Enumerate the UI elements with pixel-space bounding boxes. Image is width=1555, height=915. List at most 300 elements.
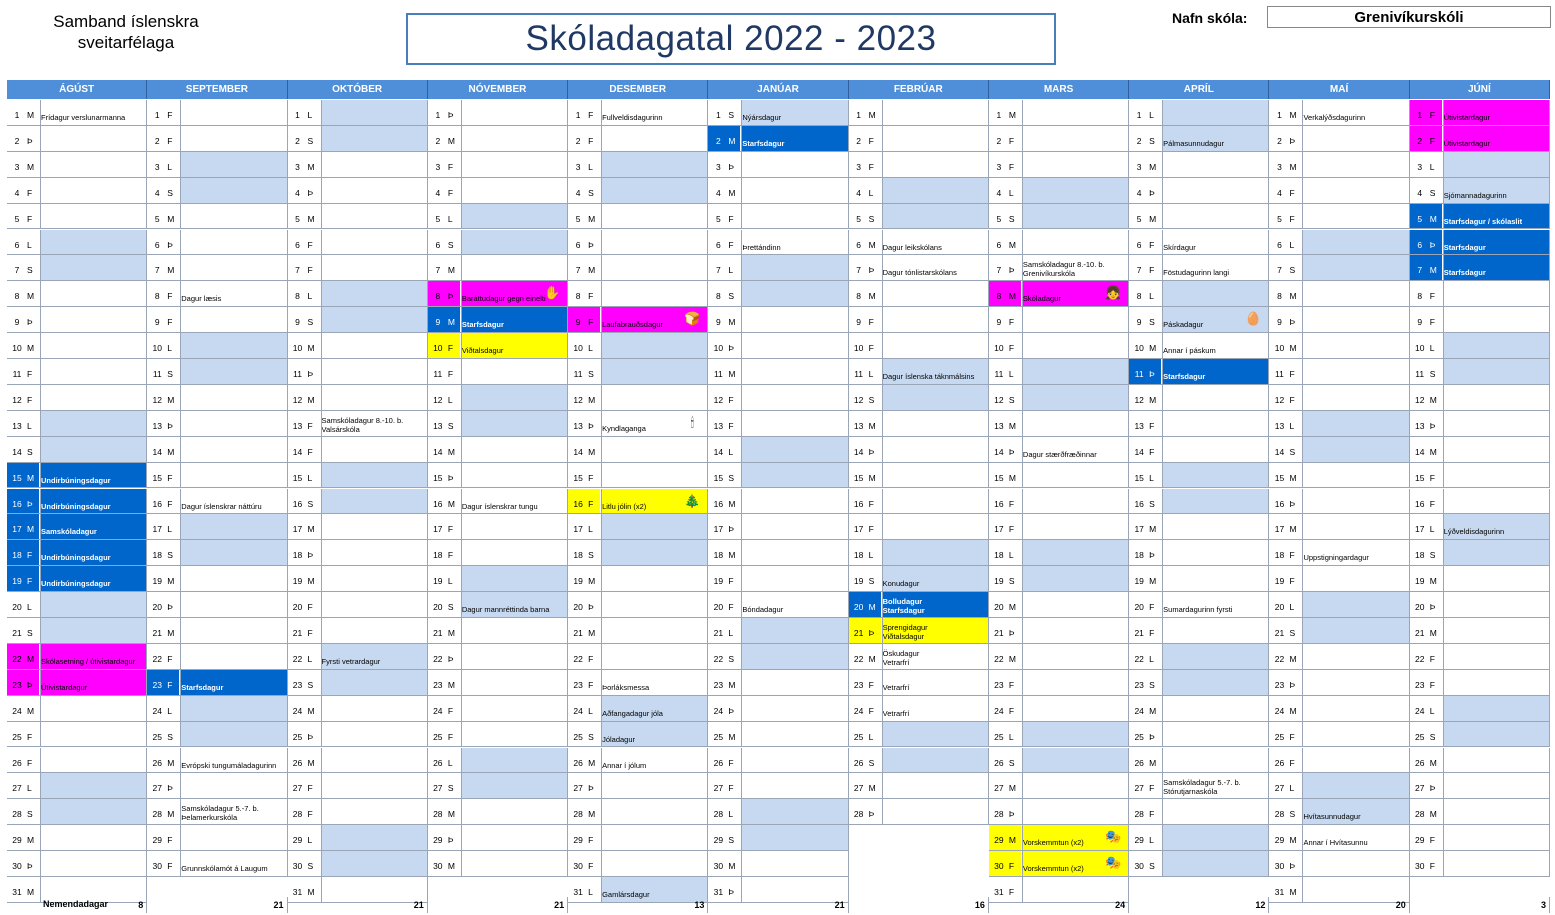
day-row[interactable] <box>1129 178 1269 204</box>
day-row[interactable] <box>1129 540 1269 566</box>
day-row[interactable] <box>708 385 848 411</box>
day-row[interactable] <box>708 514 848 540</box>
day-row[interactable] <box>989 514 1129 540</box>
day-row[interactable] <box>428 437 568 463</box>
day-row[interactable] <box>1410 748 1550 774</box>
day-row[interactable] <box>288 204 428 230</box>
day-row[interactable] <box>147 359 287 385</box>
day-row[interactable] <box>1269 307 1409 333</box>
day-row[interactable] <box>1129 722 1269 748</box>
day-row[interactable] <box>1129 799 1269 825</box>
day-row[interactable] <box>7 307 147 333</box>
day-row[interactable] <box>849 540 989 566</box>
day-row[interactable] <box>568 255 708 281</box>
day-row[interactable] <box>1269 411 1409 437</box>
day-row[interactable] <box>849 696 989 722</box>
day-row[interactable] <box>1269 178 1409 204</box>
day-row[interactable] <box>288 851 428 877</box>
day-row[interactable] <box>1129 851 1269 877</box>
day-row[interactable] <box>568 825 708 851</box>
day-row[interactable] <box>989 411 1129 437</box>
day-row[interactable] <box>428 100 568 126</box>
day-row[interactable] <box>989 307 1129 333</box>
day-row[interactable] <box>849 281 989 307</box>
day-row[interactable] <box>147 489 287 515</box>
day-row[interactable] <box>288 126 428 152</box>
day-row[interactable] <box>568 696 708 722</box>
day-row[interactable] <box>708 489 848 515</box>
day-row[interactable] <box>7 333 147 359</box>
day-row[interactable] <box>1269 204 1409 230</box>
day-row[interactable] <box>1410 204 1550 230</box>
day-row[interactable] <box>288 722 428 748</box>
day-row[interactable] <box>568 566 708 592</box>
day-row[interactable] <box>288 152 428 178</box>
day-row[interactable] <box>288 644 428 670</box>
day-row[interactable] <box>989 204 1129 230</box>
day-row[interactable] <box>147 748 287 774</box>
day-row[interactable] <box>7 748 147 774</box>
day-row[interactable] <box>1410 230 1550 256</box>
day-row[interactable] <box>989 255 1129 281</box>
day-row[interactable] <box>849 489 989 515</box>
day-row[interactable] <box>7 773 147 799</box>
day-row[interactable] <box>428 359 568 385</box>
day-row[interactable] <box>1269 566 1409 592</box>
day-row[interactable] <box>568 437 708 463</box>
day-row[interactable] <box>7 540 147 566</box>
day-row[interactable] <box>989 540 1129 566</box>
day-row[interactable] <box>1410 385 1550 411</box>
day-row[interactable] <box>428 489 568 515</box>
day-row[interactable] <box>568 799 708 825</box>
day-row[interactable] <box>1410 489 1550 515</box>
day-row[interactable] <box>989 359 1129 385</box>
day-row[interactable] <box>288 748 428 774</box>
day-row[interactable] <box>1269 333 1409 359</box>
day-row[interactable] <box>568 333 708 359</box>
day-row[interactable] <box>849 748 989 774</box>
day-row[interactable] <box>1410 618 1550 644</box>
day-row[interactable] <box>989 799 1129 825</box>
day-row[interactable] <box>7 255 147 281</box>
day-row[interactable] <box>989 463 1129 489</box>
day-row[interactable] <box>1410 825 1550 851</box>
day-row[interactable] <box>1269 696 1409 722</box>
day-row[interactable] <box>568 592 708 618</box>
day-row[interactable] <box>1129 333 1269 359</box>
day-row[interactable] <box>1410 799 1550 825</box>
day-row[interactable] <box>147 463 287 489</box>
day-row[interactable] <box>1129 618 1269 644</box>
day-row[interactable] <box>147 696 287 722</box>
day-row[interactable] <box>1129 152 1269 178</box>
day-row[interactable] <box>1129 514 1269 540</box>
day-row[interactable] <box>989 126 1129 152</box>
day-row[interactable] <box>7 592 147 618</box>
day-row[interactable] <box>1410 696 1550 722</box>
day-row[interactable] <box>1129 255 1269 281</box>
day-row[interactable] <box>1269 126 1409 152</box>
day-row[interactable] <box>147 799 287 825</box>
day-row[interactable] <box>989 566 1129 592</box>
day-row[interactable] <box>1410 773 1550 799</box>
day-row[interactable] <box>1129 437 1269 463</box>
day-row[interactable] <box>1410 722 1550 748</box>
day-row[interactable] <box>1269 359 1409 385</box>
day-row[interactable] <box>1269 281 1409 307</box>
day-row[interactable] <box>428 126 568 152</box>
day-row[interactable] <box>849 411 989 437</box>
day-row[interactable] <box>288 592 428 618</box>
day-row[interactable] <box>708 307 848 333</box>
day-row[interactable] <box>428 307 568 333</box>
day-row[interactable] <box>428 618 568 644</box>
day-row[interactable] <box>288 463 428 489</box>
day-row[interactable] <box>708 333 848 359</box>
day-row[interactable] <box>288 385 428 411</box>
day-row[interactable] <box>568 100 708 126</box>
day-row[interactable] <box>1269 463 1409 489</box>
day-row[interactable] <box>428 773 568 799</box>
day-row[interactable] <box>1410 514 1550 540</box>
day-row[interactable] <box>1269 825 1409 851</box>
day-row[interactable] <box>288 307 428 333</box>
day-row[interactable] <box>1410 644 1550 670</box>
day-row[interactable] <box>1410 178 1550 204</box>
day-row[interactable] <box>428 255 568 281</box>
day-row[interactable] <box>1410 333 1550 359</box>
day-row[interactable] <box>568 307 708 333</box>
day-row[interactable] <box>849 592 989 618</box>
day-row[interactable] <box>428 722 568 748</box>
day-row[interactable] <box>7 618 147 644</box>
day-row[interactable] <box>708 204 848 230</box>
day-row[interactable] <box>1410 411 1550 437</box>
day-row[interactable] <box>849 255 989 281</box>
day-row[interactable] <box>849 333 989 359</box>
day-row[interactable] <box>1410 592 1550 618</box>
day-row[interactable] <box>7 489 147 515</box>
day-row[interactable] <box>708 126 848 152</box>
day-row[interactable] <box>849 152 989 178</box>
day-row[interactable] <box>288 230 428 256</box>
day-row[interactable] <box>708 851 848 877</box>
day-row[interactable] <box>989 696 1129 722</box>
day-row[interactable] <box>568 618 708 644</box>
day-row[interactable] <box>849 359 989 385</box>
day-row[interactable] <box>428 670 568 696</box>
day-row[interactable] <box>147 618 287 644</box>
day-row[interactable] <box>989 437 1129 463</box>
day-row[interactable] <box>989 670 1129 696</box>
day-row[interactable] <box>708 566 848 592</box>
day-row[interactable] <box>849 618 989 644</box>
day-row[interactable] <box>288 489 428 515</box>
day-row[interactable] <box>708 178 848 204</box>
day-row[interactable] <box>989 152 1129 178</box>
day-row[interactable] <box>568 152 708 178</box>
day-row[interactable] <box>989 385 1129 411</box>
day-row[interactable] <box>989 748 1129 774</box>
day-row[interactable] <box>1269 489 1409 515</box>
day-row[interactable] <box>1129 592 1269 618</box>
day-row[interactable] <box>147 644 287 670</box>
day-row[interactable] <box>147 722 287 748</box>
day-row[interactable] <box>1129 411 1269 437</box>
day-row[interactable] <box>147 437 287 463</box>
day-row[interactable] <box>989 722 1129 748</box>
day-row[interactable] <box>1129 204 1269 230</box>
day-row[interactable] <box>989 178 1129 204</box>
day-row[interactable] <box>7 204 147 230</box>
day-row[interactable] <box>1410 281 1550 307</box>
day-row[interactable] <box>708 255 848 281</box>
day-row[interactable] <box>568 359 708 385</box>
day-row[interactable] <box>147 592 287 618</box>
day-row[interactable] <box>1269 851 1409 877</box>
day-row[interactable] <box>568 722 708 748</box>
day-row[interactable] <box>849 126 989 152</box>
day-row[interactable] <box>1269 773 1409 799</box>
day-row[interactable] <box>7 566 147 592</box>
day-row[interactable] <box>1269 152 1409 178</box>
day-row[interactable] <box>989 489 1129 515</box>
day-row[interactable] <box>428 592 568 618</box>
day-row[interactable] <box>1269 100 1409 126</box>
day-row[interactable] <box>7 152 147 178</box>
day-row[interactable] <box>147 670 287 696</box>
day-row[interactable] <box>147 307 287 333</box>
day-row[interactable] <box>989 592 1129 618</box>
day-row[interactable] <box>849 670 989 696</box>
day-row[interactable] <box>989 100 1129 126</box>
day-row[interactable] <box>147 825 287 851</box>
day-row[interactable] <box>428 230 568 256</box>
day-row[interactable] <box>708 540 848 566</box>
day-row[interactable] <box>849 566 989 592</box>
day-row[interactable] <box>568 670 708 696</box>
day-row[interactable] <box>147 514 287 540</box>
day-row[interactable] <box>1269 540 1409 566</box>
day-row[interactable] <box>1129 748 1269 774</box>
day-row[interactable] <box>1129 359 1269 385</box>
day-row[interactable] <box>849 385 989 411</box>
day-row[interactable] <box>7 281 147 307</box>
day-row[interactable] <box>708 281 848 307</box>
day-row[interactable] <box>147 385 287 411</box>
day-row[interactable] <box>288 359 428 385</box>
day-row[interactable] <box>1269 644 1409 670</box>
day-row[interactable] <box>288 825 428 851</box>
day-row[interactable] <box>1269 514 1409 540</box>
day-row[interactable] <box>568 489 708 515</box>
day-row[interactable] <box>288 178 428 204</box>
day-row[interactable] <box>568 644 708 670</box>
day-row[interactable] <box>428 799 568 825</box>
day-row[interactable] <box>1129 385 1269 411</box>
day-row[interactable] <box>428 152 568 178</box>
day-row[interactable] <box>989 281 1129 307</box>
day-row[interactable] <box>7 799 147 825</box>
day-row[interactable] <box>7 851 147 877</box>
day-row[interactable] <box>7 463 147 489</box>
day-row[interactable] <box>428 566 568 592</box>
day-row[interactable] <box>1129 670 1269 696</box>
day-row[interactable] <box>7 644 147 670</box>
day-row[interactable] <box>147 152 287 178</box>
day-row[interactable] <box>708 359 848 385</box>
day-row[interactable] <box>1269 255 1409 281</box>
day-row[interactable] <box>708 230 848 256</box>
day-row[interactable] <box>708 696 848 722</box>
day-row[interactable] <box>147 773 287 799</box>
day-row[interactable] <box>7 670 147 696</box>
day-row[interactable] <box>1410 566 1550 592</box>
day-row[interactable] <box>288 696 428 722</box>
day-row[interactable] <box>989 333 1129 359</box>
day-row[interactable] <box>708 748 848 774</box>
day-row[interactable] <box>1410 851 1550 877</box>
day-row[interactable] <box>147 230 287 256</box>
day-row[interactable] <box>7 722 147 748</box>
day-row[interactable] <box>147 540 287 566</box>
day-row[interactable] <box>428 178 568 204</box>
day-row[interactable] <box>1410 437 1550 463</box>
day-row[interactable] <box>1269 799 1409 825</box>
day-row[interactable] <box>147 333 287 359</box>
day-row[interactable] <box>428 644 568 670</box>
day-row[interactable] <box>288 437 428 463</box>
day-row[interactable] <box>568 385 708 411</box>
day-row[interactable] <box>288 540 428 566</box>
day-row[interactable] <box>1129 644 1269 670</box>
day-row[interactable] <box>7 126 147 152</box>
day-row[interactable] <box>568 540 708 566</box>
day-row[interactable] <box>1129 281 1269 307</box>
day-row[interactable] <box>1410 359 1550 385</box>
day-row[interactable] <box>1129 230 1269 256</box>
day-row[interactable] <box>708 799 848 825</box>
day-row[interactable] <box>849 463 989 489</box>
day-row[interactable] <box>989 230 1129 256</box>
school-name-field[interactable]: Grenivíkurskóli <box>1267 6 1551 28</box>
day-row[interactable] <box>147 281 287 307</box>
day-row[interactable] <box>568 281 708 307</box>
day-row[interactable] <box>708 644 848 670</box>
day-row[interactable] <box>7 411 147 437</box>
day-row[interactable] <box>7 437 147 463</box>
day-row[interactable] <box>568 748 708 774</box>
day-row[interactable] <box>708 722 848 748</box>
day-row[interactable] <box>428 851 568 877</box>
day-row[interactable] <box>147 178 287 204</box>
day-row[interactable] <box>568 773 708 799</box>
day-row[interactable] <box>428 385 568 411</box>
day-row[interactable] <box>1129 696 1269 722</box>
day-row[interactable] <box>849 230 989 256</box>
day-row[interactable] <box>288 566 428 592</box>
day-row[interactable] <box>7 100 147 126</box>
day-row[interactable] <box>568 230 708 256</box>
day-row[interactable] <box>147 411 287 437</box>
day-row[interactable] <box>708 100 848 126</box>
day-row[interactable] <box>428 696 568 722</box>
day-row[interactable] <box>1410 126 1550 152</box>
day-row[interactable] <box>849 437 989 463</box>
day-row[interactable] <box>989 825 1129 851</box>
day-row[interactable] <box>1410 463 1550 489</box>
day-row[interactable] <box>1269 722 1409 748</box>
day-row[interactable] <box>849 204 989 230</box>
day-row[interactable] <box>1410 670 1550 696</box>
day-row[interactable] <box>288 255 428 281</box>
day-row[interactable] <box>288 773 428 799</box>
day-row[interactable] <box>288 670 428 696</box>
day-row[interactable] <box>1129 566 1269 592</box>
day-row[interactable] <box>288 514 428 540</box>
day-row[interactable] <box>708 825 848 851</box>
day-row[interactable] <box>989 773 1129 799</box>
day-row[interactable] <box>1269 748 1409 774</box>
day-row[interactable] <box>1129 307 1269 333</box>
day-row[interactable] <box>1129 463 1269 489</box>
day-row[interactable] <box>1129 825 1269 851</box>
day-row[interactable] <box>849 644 989 670</box>
day-row[interactable] <box>7 178 147 204</box>
day-row[interactable] <box>7 359 147 385</box>
day-row[interactable] <box>1269 385 1409 411</box>
day-row[interactable] <box>7 514 147 540</box>
day-row[interactable] <box>288 333 428 359</box>
day-row[interactable] <box>1410 100 1550 126</box>
day-row[interactable] <box>849 799 989 825</box>
day-row[interactable] <box>708 773 848 799</box>
day-row[interactable] <box>1410 255 1550 281</box>
day-row[interactable] <box>568 178 708 204</box>
day-row[interactable] <box>568 204 708 230</box>
day-row[interactable] <box>708 463 848 489</box>
day-row[interactable] <box>708 618 848 644</box>
day-row[interactable] <box>708 152 848 178</box>
day-row[interactable] <box>568 851 708 877</box>
day-row[interactable] <box>147 126 287 152</box>
day-row[interactable] <box>849 722 989 748</box>
day-row[interactable] <box>428 748 568 774</box>
day-row[interactable] <box>849 178 989 204</box>
day-row[interactable] <box>288 281 428 307</box>
day-row[interactable] <box>288 799 428 825</box>
day-row[interactable] <box>568 126 708 152</box>
day-row[interactable] <box>1410 540 1550 566</box>
day-row[interactable] <box>288 618 428 644</box>
day-row[interactable] <box>428 281 568 307</box>
day-row[interactable] <box>147 255 287 281</box>
day-row[interactable] <box>7 385 147 411</box>
day-row[interactable] <box>428 825 568 851</box>
day-row[interactable] <box>428 514 568 540</box>
day-row[interactable] <box>428 463 568 489</box>
day-row[interactable] <box>7 825 147 851</box>
day-row[interactable] <box>849 100 989 126</box>
day-row[interactable] <box>428 411 568 437</box>
day-row[interactable] <box>147 566 287 592</box>
day-row[interactable] <box>1129 100 1269 126</box>
day-row[interactable] <box>428 333 568 359</box>
day-row[interactable] <box>1129 489 1269 515</box>
day-row[interactable] <box>147 204 287 230</box>
day-row[interactable] <box>568 514 708 540</box>
